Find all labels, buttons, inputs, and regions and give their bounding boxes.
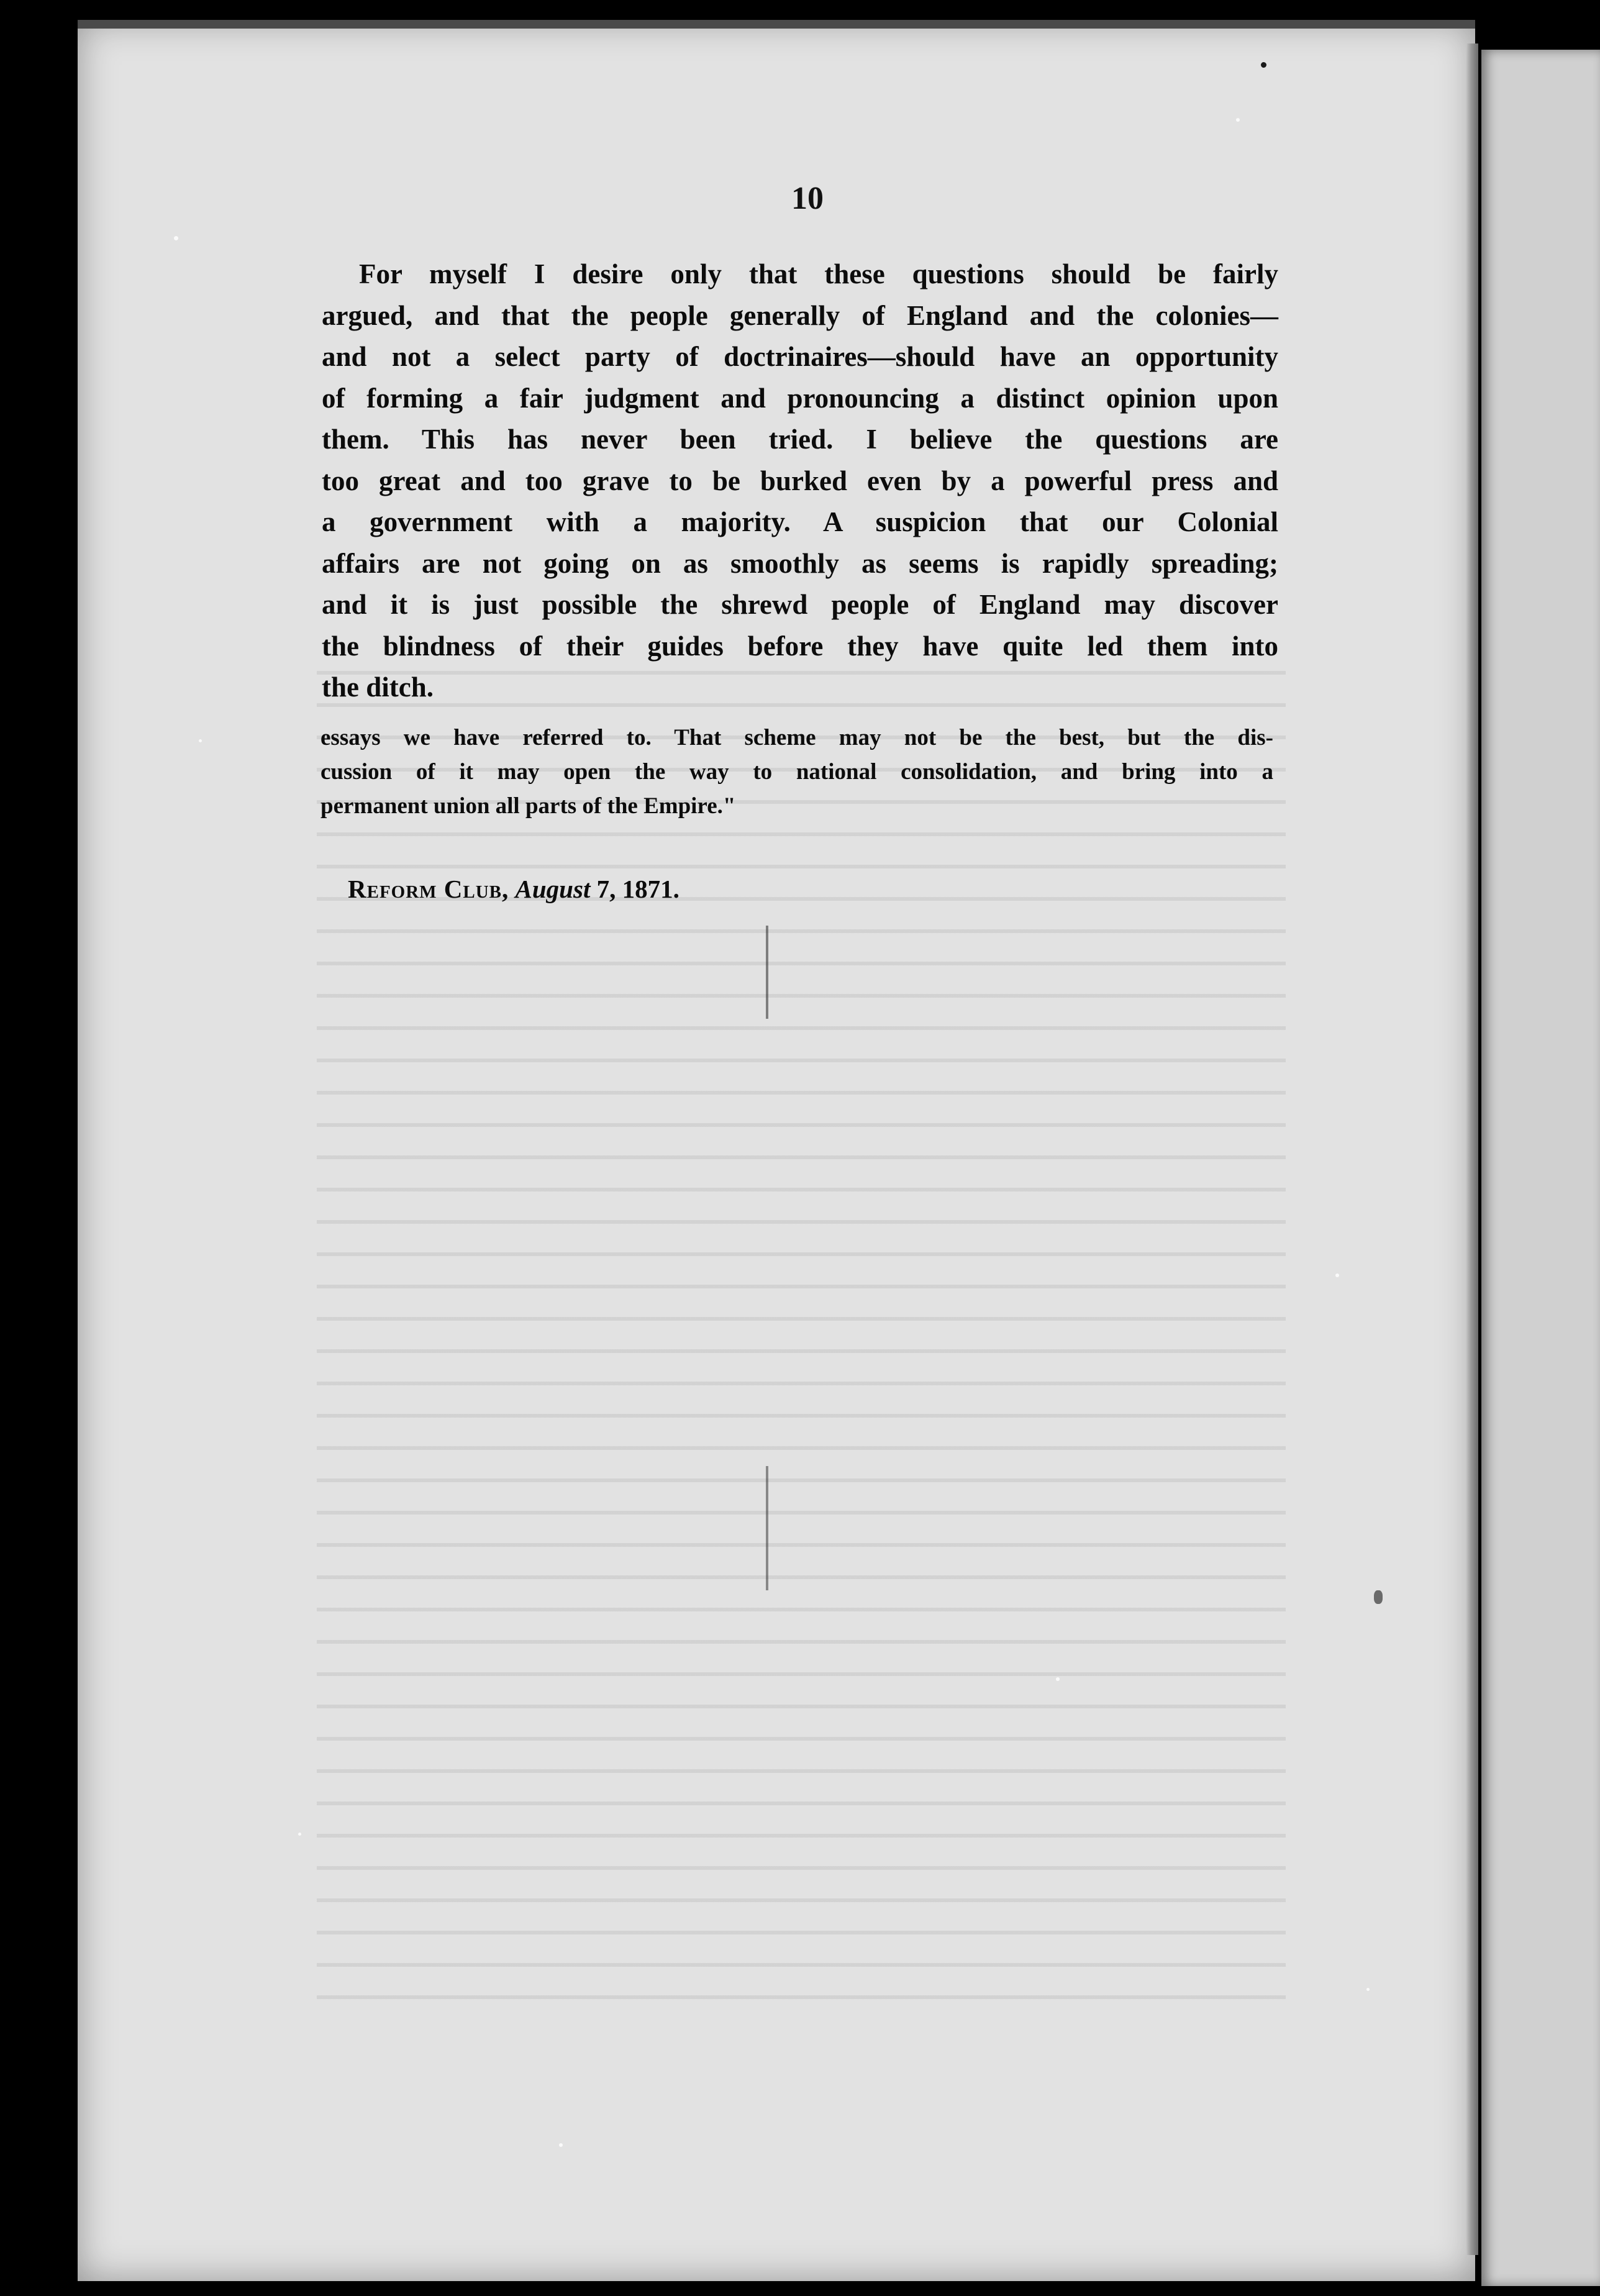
quote-line: cussion of it may open the way to national consolidation, and bring into a bbox=[320, 759, 1273, 785]
page-number: 10 bbox=[791, 181, 824, 216]
main-paragraph bbox=[322, 253, 1278, 708]
adjacent-page-edge bbox=[1481, 50, 1600, 2286]
binding-mark bbox=[766, 926, 768, 1019]
quote-line: permanent union all parts of the Empire." bbox=[320, 793, 736, 819]
signature-line bbox=[348, 874, 680, 904]
signature-date: 7, 1871. bbox=[590, 875, 680, 903]
scan-speck bbox=[199, 739, 202, 742]
scan-speck bbox=[1236, 118, 1240, 122]
scan-speck bbox=[1056, 1677, 1060, 1681]
paragraph-line: For myself I desire only that these questions should be fairly bbox=[359, 258, 1278, 289]
paragraph-line: affairs are not going on as smoothly as seems is rapidly spreading; bbox=[322, 547, 1278, 579]
signature-month: August bbox=[515, 875, 591, 903]
paragraph-line: and not a select party of doctrinaires—should have an opportunity bbox=[322, 341, 1278, 372]
scan-smudge bbox=[1374, 1590, 1383, 1604]
scan-speck bbox=[174, 236, 178, 240]
scan-speck bbox=[298, 1833, 301, 1836]
paragraph-line: too great and too grave to be burked even by a powerful press and bbox=[322, 465, 1278, 496]
paragraph-line: them. This has never been tried. I believe the questions are bbox=[322, 424, 1278, 455]
paragraph-line: of forming a fair judgment and pronouncing a distinct opinion upon bbox=[322, 382, 1278, 414]
paragraph-line: argued, and that the people generally of England and the colonies— bbox=[322, 299, 1278, 331]
page-top-edge bbox=[78, 20, 1475, 29]
paragraph-line: and it is just possible the shrewd people of England may discover bbox=[322, 589, 1278, 620]
scan-speck bbox=[1366, 1988, 1370, 1991]
paragraph-line: the blindness of their guides before they have quite led them into bbox=[322, 630, 1278, 662]
quotation-block bbox=[320, 721, 1273, 823]
scan-speck bbox=[1335, 1273, 1339, 1277]
signature-club: Reform Club, bbox=[348, 875, 509, 903]
paragraph-line: a government with a majority. A suspicion that our Colonial bbox=[322, 506, 1278, 537]
scan-dot bbox=[1261, 62, 1266, 68]
scan-speck bbox=[559, 2143, 563, 2147]
binding-mark bbox=[766, 1466, 768, 1590]
quote-line: essays we have referred to. That scheme may not be the best, but the dis- bbox=[320, 725, 1273, 750]
bleed-through-text bbox=[317, 652, 1286, 2019]
page-gutter-shadow bbox=[1466, 43, 1478, 2255]
paragraph-line: the ditch. bbox=[322, 672, 434, 703]
